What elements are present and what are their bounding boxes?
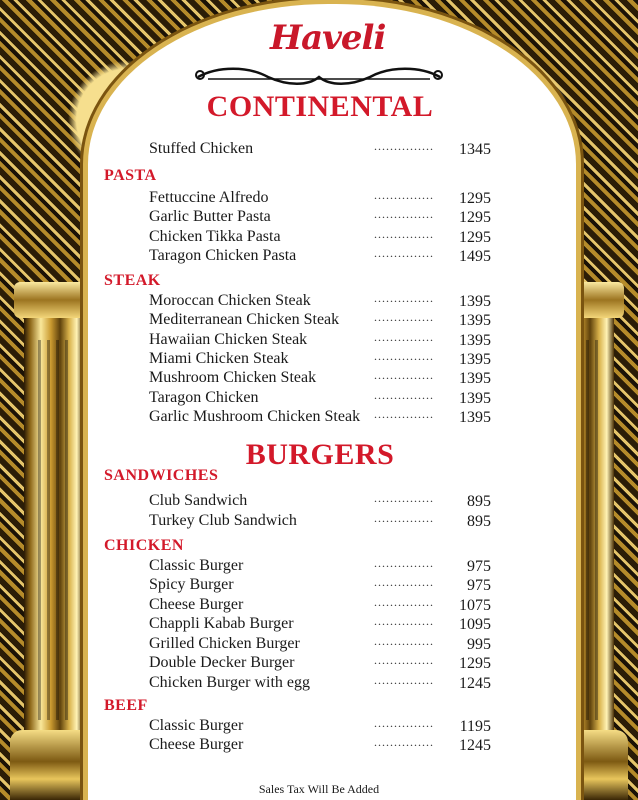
leader-dots: ............... [374,595,434,609]
leader-dots: ............... [374,511,434,525]
menu-item [149,407,491,426]
menu-item [149,491,491,510]
item-price: 1245 [459,737,491,754]
leader-dots: ............... [374,407,434,421]
item-name: Miami Chicken Steak [149,350,289,367]
item-name: Club Sandwich [149,492,248,509]
item-price: 1095 [459,616,491,633]
item-price: 1075 [459,597,491,614]
item-price: 1395 [459,332,491,349]
item-name: Garlic Butter Pasta [149,208,271,225]
category-sandwiches: SANDWICHES [104,467,219,484]
leader-dots: ............... [374,227,434,241]
item-name: Turkey Club Sandwich [149,512,297,529]
menu-item [149,556,491,575]
menu-item [149,368,491,387]
menu-item [149,207,491,226]
item-price: 975 [467,577,491,594]
menu-item [149,735,491,754]
item-price: 1395 [459,390,491,407]
item-price: 1295 [459,229,491,246]
leader-dots: ............... [374,614,434,628]
item-name: Chappli Kabab Burger [149,615,294,632]
item-price: 1395 [459,370,491,387]
leader-dots: ............... [374,491,434,505]
item-price: 1395 [459,293,491,310]
item-name: Cheese Burger [149,736,244,753]
leader-dots: ............... [374,653,434,667]
item-name: Garlic Mushroom Chicken Steak [149,408,361,425]
haveli-logo: Haveli [270,18,386,58]
item-name: Spicy Burger [149,576,234,593]
menu-item [149,246,491,265]
category-beef: BEEF [104,697,148,714]
leader-dots: ............... [374,735,434,749]
category-chicken: CHICKEN [104,537,184,554]
leader-dots: ............... [374,330,434,344]
leader-dots: ............... [374,207,434,221]
leader-dots: ............... [374,575,434,589]
leader-dots: ............... [374,246,434,260]
leader-dots: ............... [374,388,434,402]
menu-item [149,716,491,735]
menu-item [149,653,491,672]
item-price: 1245 [459,675,491,692]
item-name: Classic Burger [149,717,244,734]
item-name: Hawaiian Chicken Steak [149,331,308,348]
item-name: Chicken Burger with egg [149,674,311,691]
menu-item [149,349,491,368]
item-name: Mediterranean Chicken Steak [149,311,340,328]
flourish-divider-icon [188,66,450,88]
leader-dots: ............... [374,673,434,687]
item-name: Cheese Burger [149,596,244,613]
item-name: Mushroom Chicken Steak [149,369,317,386]
item-price: 1295 [459,655,491,672]
menu-item [149,595,491,614]
section-title-burgers: BURGERS [245,438,395,471]
item-price: 1195 [459,718,491,735]
menu-item [149,614,491,633]
item-name: Double Decker Burger [149,654,295,671]
item-name: Chicken Tikka Pasta [149,228,281,245]
item-name: Fettuccine Alfredo [149,189,269,206]
leader-dots: ............... [374,556,434,570]
item-name: Taragon Chicken Pasta [149,247,297,264]
item-price: 1395 [459,409,491,426]
leader-dots: ............... [374,188,434,202]
item-price: 1345 [459,141,491,158]
menu-item [149,511,491,530]
menu-item [149,310,491,329]
leader-dots: ............... [374,716,434,730]
leader-dots: ............... [374,310,434,324]
item-price: 1395 [459,351,491,368]
leader-dots: ............... [374,368,434,382]
item-price: 1495 [459,248,491,265]
menu-item [149,575,491,594]
item-name: Stuffed Chicken [149,140,254,157]
menu-item [149,227,491,246]
menu-item [149,139,491,158]
item-name: Grilled Chicken Burger [149,635,300,652]
item-name: Classic Burger [149,557,244,574]
menu-item [149,188,491,207]
item-price: 1295 [459,209,491,226]
left-gold-column [24,300,84,800]
item-price: 1395 [459,312,491,329]
category-pasta: PASTA [104,167,157,184]
section-title-continental: CONTINENTAL [206,90,434,123]
leader-dots: ............... [374,139,434,153]
item-price: 995 [467,636,491,653]
item-price: 1295 [459,190,491,207]
menu-item [149,673,491,692]
sales-tax-note: Sales Tax Will Be Added [258,782,380,796]
item-price: 895 [467,513,491,530]
menu-item [149,291,491,310]
menu-item [149,388,491,407]
menu-item [149,330,491,349]
item-price: 975 [467,558,491,575]
item-name: Moroccan Chicken Steak [149,292,311,309]
leader-dots: ............... [374,291,434,305]
item-price: 895 [467,493,491,510]
item-name: Taragon Chicken [149,389,259,406]
category-steak: STEAK [104,272,161,289]
leader-dots: ............... [374,634,434,648]
leader-dots: ............... [374,349,434,363]
menu-item [149,634,491,653]
